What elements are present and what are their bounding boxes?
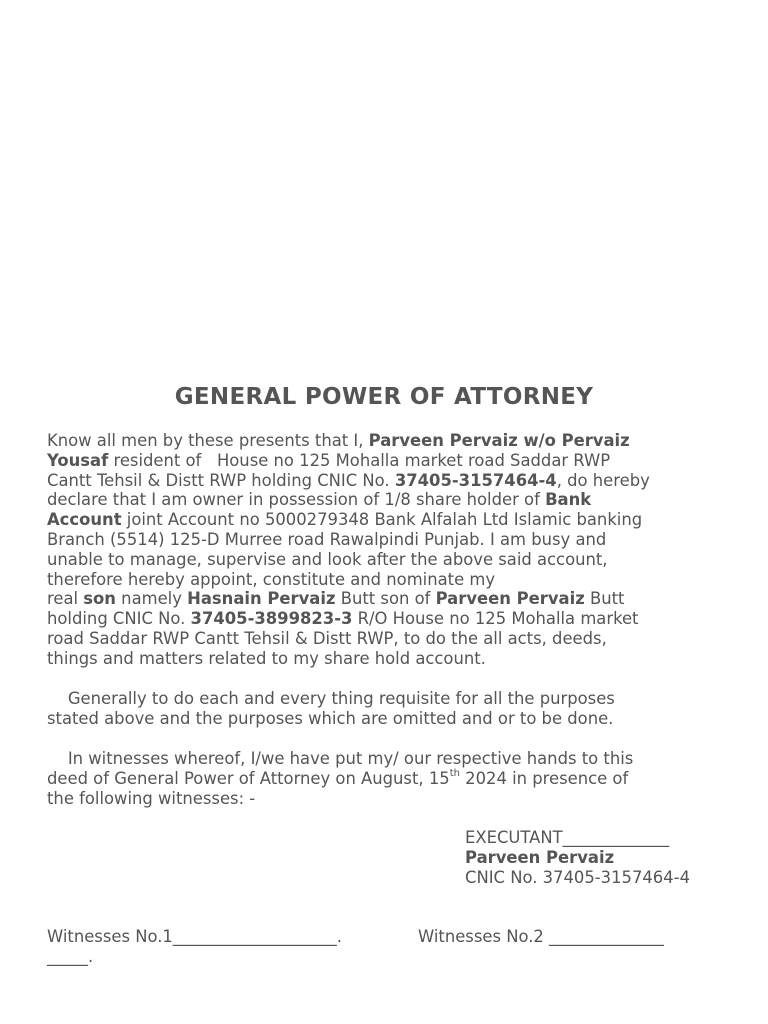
bold-term: son (83, 589, 116, 609)
principal-name: Parveen Pervaiz w/o Pervaiz (368, 431, 630, 450)
principal-cnic: 37405-3157464-4 (394, 470, 557, 490)
text-line (47, 769, 727, 789)
text-line (47, 490, 727, 510)
text-run: Butt son of (335, 589, 436, 609)
text-run: Cantt Tehsil & Distt RWP holding CNIC No. (47, 470, 395, 490)
principal-name-ref: Parveen Pervaiz (435, 589, 585, 609)
text-run: joint Account no 5000279348 Bank Alfalah Ltd Islamic banking (121, 510, 643, 530)
text-line (47, 510, 727, 530)
principal-name-cont: Yousaf (47, 450, 109, 470)
witness-2-signature-line: Witnesses No.2 ______________ (418, 927, 664, 946)
attorney-cnic: 37405-3899823-3 (190, 609, 353, 629)
text-line: things and matters related to my share hold account. (47, 648, 486, 668)
text-run: Butt (584, 589, 625, 609)
purpose-paragraph (47, 689, 727, 729)
text-run: Know all men by these presents that I, (47, 431, 369, 450)
text-line: the following witnesses: - (47, 788, 256, 808)
attorney-name: Hasnain Pervaiz (187, 589, 336, 609)
text-run: , do hereby (556, 470, 650, 490)
executant-signature-line: EXECUTANT_____________ (465, 828, 670, 847)
executant-name-text: Parveen Pervaiz (465, 847, 615, 867)
text-line (47, 471, 727, 491)
text-run: 2024 in presence of (459, 768, 629, 788)
text-line (47, 431, 727, 451)
text-line (47, 589, 727, 609)
executant-cnic: CNIC No. 37405-3157464-4 (465, 867, 691, 887)
executant-name (465, 848, 690, 868)
text-run: resident of House no 125 Mohalla market road Saddar RWP (108, 450, 611, 470)
witness-1-signature-line: Witnesses No.1____________________. (47, 927, 342, 946)
text-run: R/O House no 125 Mohalla market (352, 609, 639, 629)
text-run: deed of General Power of Attorney on August, 15 (47, 768, 450, 788)
ordinal-suffix: th (449, 768, 460, 780)
document-title: GENERAL POWER OF ATTORNEY (174, 384, 594, 410)
witness-2-signature-line-cont: _____. (47, 947, 94, 966)
text-line (47, 451, 727, 471)
text-line (47, 609, 727, 629)
bold-term: Bank (545, 490, 592, 510)
declaration-paragraph (47, 431, 727, 669)
text-run: declare that I am owner in possession of 1/8 share holder of (47, 490, 546, 510)
text-run: real (47, 589, 84, 609)
text-line: therefore hereby appoint, constitute and nominate my (47, 569, 496, 589)
text-run: namely (115, 589, 188, 609)
text-line: Generally to do each and every thing requisite for all the purposes (47, 689, 615, 708)
text-line: road Saddar RWP Cantt Tehsil & Distt RWP, to do the all acts, deeds, (47, 628, 607, 648)
text-line: In witnesses whereof, I/we have put my/ our respective hands to this (47, 749, 634, 768)
text-line: stated above and the purposes which are omitted and or to be done. (47, 708, 614, 728)
text-line: Branch (5514) 125-D Murree road Rawalpindi Punjab. I am busy and (47, 529, 607, 549)
witness-paragraph (47, 749, 727, 808)
executant-block (465, 828, 690, 887)
bold-term: Account (47, 510, 122, 530)
text-line: unable to manage, supervise and look after the above said account, (47, 549, 608, 569)
text-run: holding CNIC No. (47, 609, 191, 629)
